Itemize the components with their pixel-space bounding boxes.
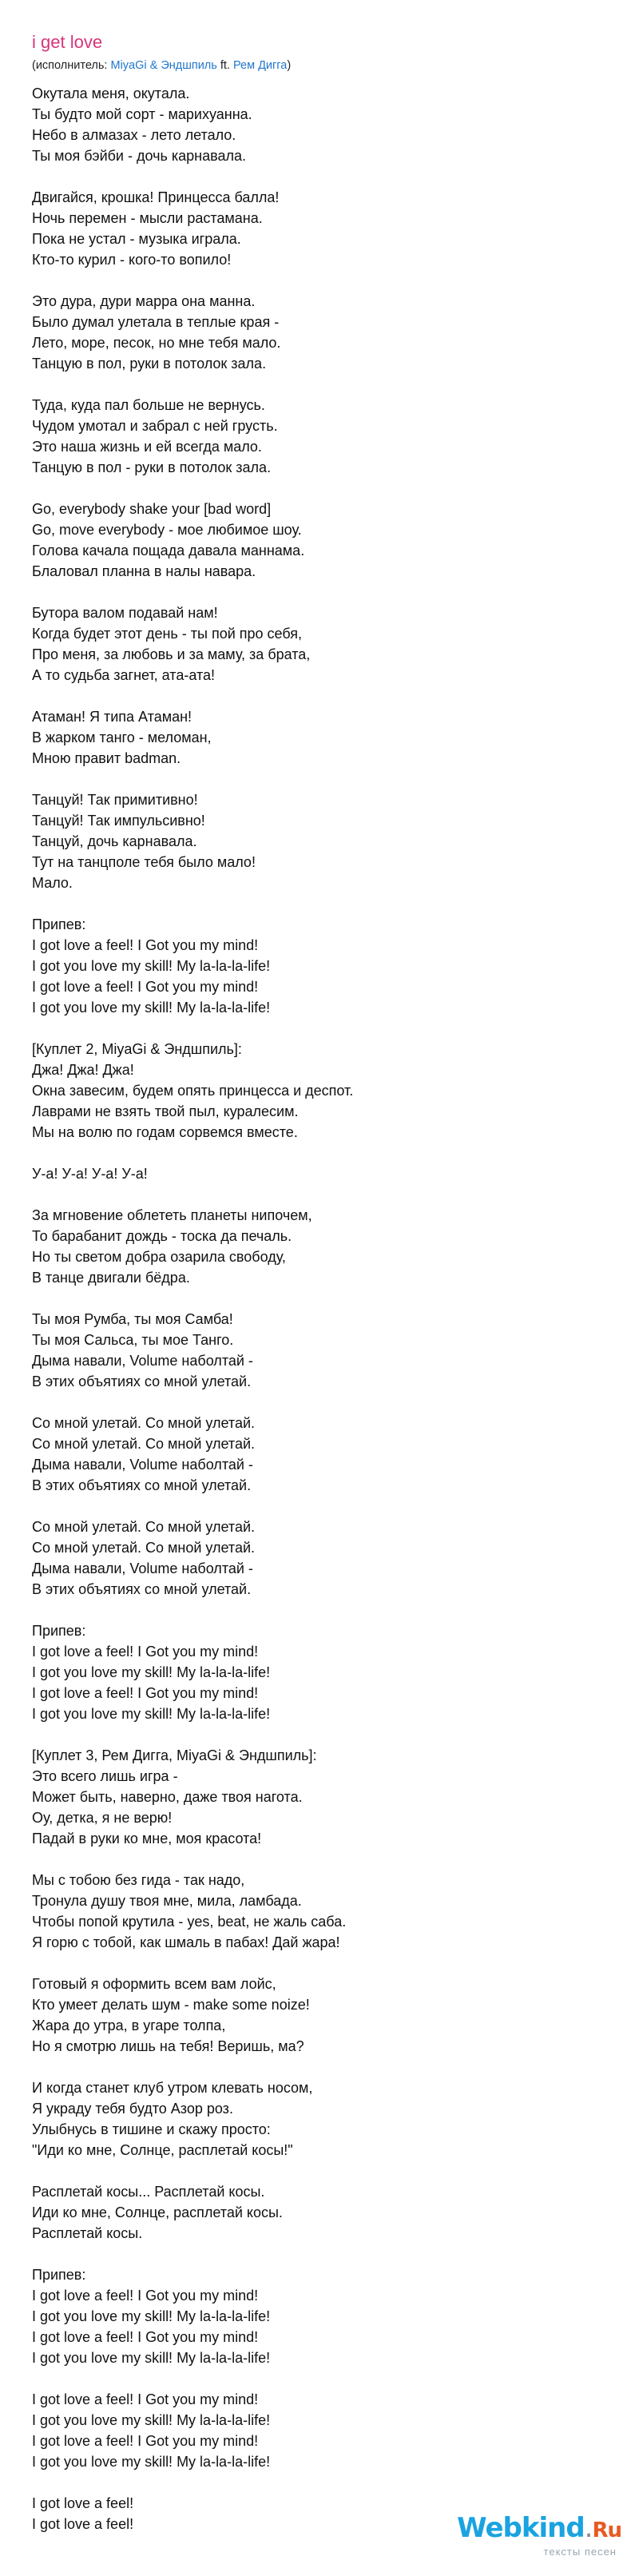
lyric-line: Чудом умотал и забрал с ней грусть. (32, 418, 278, 434)
lyric-line: Go, move everybody - мое любимое шоу. (32, 522, 302, 538)
lyric-line: I got you love my skill! My la-la-la-life! (32, 2350, 271, 2366)
lyric-line: Танцуй! Так примитивно! (32, 792, 198, 808)
lyric-line: I got you love my skill! My la-la-la-life! (32, 2308, 271, 2324)
lyric-line: Go, everybody shake your [bad word] (32, 501, 272, 517)
lyrics-text (32, 83, 607, 2534)
stanza (32, 1870, 607, 1953)
lyric-line: Ты будто мой сорт - марихуанна. (32, 106, 252, 122)
lyric-line: Лаврами не взять твой пыл, куралесим. (32, 1103, 299, 1119)
lyric-line: [Куплет 2, MiyaGi & Эндшпиль]: (32, 1041, 242, 1057)
lyric-line: Расплетай косы... Расплетай косы. (32, 2184, 265, 2200)
lyric-line: Тронула душу твоя мне, мила, ламбада. (32, 1893, 302, 1909)
lyric-line: В танце двигали бёдра. (32, 1270, 190, 1286)
lyric-line: Это всего лишь игра - (32, 1768, 178, 1784)
lyric-line: I got love a feel! I Got you my mind! (32, 2329, 259, 2345)
lyric-line: Расплетай косы. (32, 2225, 143, 2241)
logo-dot: . (584, 2512, 593, 2544)
lyric-line: [Куплет 3, Рем Дигга, MiyaGi & Эндшпиль]: (32, 1747, 317, 1763)
artist-byline (32, 58, 607, 74)
stanza (32, 2181, 607, 2244)
lyric-line: Я горю с тобой, как шмаль в пабах! Дай жара! (32, 1934, 340, 1950)
lyric-line: Иди ко мне, Солнце, расплетай косы. (32, 2204, 283, 2220)
lyric-line: I got love a feel! I Got you my mind! (32, 2433, 259, 2449)
lyric-line: Когда будет этот день - ты пой про себя, (32, 626, 303, 642)
lyric-line: В жарком танго - меломан, (32, 729, 212, 745)
lyric-line: I got love a feel! (32, 2495, 134, 2511)
stanza (32, 1039, 607, 1143)
lyric-line: Ночь перемен - мысли растамана. (32, 210, 263, 226)
lyric-line: Было думал улетала в теплые края - (32, 314, 280, 330)
lyric-line: Припев: (32, 2267, 86, 2283)
lyric-line: В этих объятиях со мной улетай. (32, 1373, 252, 1389)
lyric-line: I got love a feel! I Got you my mind! (32, 937, 259, 953)
lyric-line: Но я смотрю лишь на тебя! Веришь, ма? (32, 2038, 304, 2054)
lyric-line: Со мной улетай. Со мной улетай. (32, 1519, 256, 1535)
lyric-line: I got love a feel! I Got you my mind! (32, 1685, 259, 1701)
logo-tld: Ru (592, 2518, 621, 2542)
lyric-line: Лето, море, песок, но мне тебя мало. (32, 335, 281, 351)
lyric-line: Падай в руки ко мне, моя красота! (32, 1831, 262, 1847)
lyric-line: Танцую в пол, руки в потолок зала. (32, 356, 267, 372)
lyric-line: Но ты светом добра озарила свободу, (32, 1249, 286, 1265)
lyric-line: Припев: (32, 1623, 86, 1639)
feat-separator: ft. (216, 59, 233, 72)
lyric-line: Дыма навали, Volume наболтай - (32, 1457, 253, 1473)
stanza (32, 1517, 607, 1600)
lyric-line: Со мной улетай. Со мной улетай. (32, 1415, 256, 1431)
stanza (32, 1309, 607, 1392)
stanza (32, 789, 607, 893)
lyric-line: Улыбнусь в тишине и скажу просто: (32, 2121, 271, 2137)
lyric-line: Пока не устал - музыка играла. (32, 231, 241, 247)
stanza (32, 1974, 607, 2057)
logo-tagline: тексты песен (543, 2546, 617, 2558)
lyric-line: Мною правит badman. (32, 750, 181, 766)
lyric-line: Оу, детка, я не верю! (32, 1810, 173, 1826)
lyric-line: I got you love my skill! My la-la-la-life! (32, 1664, 271, 1680)
lyric-line: Дыма навали, Volume наболтай - (32, 1560, 253, 1576)
lyric-line: Это наша жизнь и ей всегда мало. (32, 439, 262, 455)
lyric-line: Туда, куда пал больше не вернусь. (32, 397, 265, 413)
lyric-line: И когда станет клуб утром клевать носом, (32, 2080, 313, 2096)
lyric-line: I got love a feel! I Got you my mind! (32, 2391, 259, 2407)
lyric-line: Джа! Джа! Джа! (32, 1062, 134, 1078)
stanza (32, 914, 607, 1018)
lyric-line: I got love a feel! (32, 2516, 134, 2532)
lyric-line: Окутала меня, окутала. (32, 85, 190, 101)
lyric-line: I got you love my skill! My la-la-la-life! (32, 1000, 271, 1016)
featured-artist-link[interactable]: Рем Дигга (232, 59, 288, 72)
byline-suffix: ) (287, 59, 292, 72)
lyric-line: Готовый я оформить всем вам лойс, (32, 1976, 276, 1992)
stanza (32, 395, 607, 478)
lyric-line: За мгновение облететь планеты нипочем, (32, 1207, 312, 1223)
stanza (32, 499, 607, 582)
stanza (32, 83, 607, 166)
byline-prefix: (исполнитель: (32, 59, 111, 72)
lyric-line: I got love a feel! I Got you my mind! (32, 979, 259, 995)
lyric-line: А то судьба загнет, ата-ата! (32, 667, 216, 683)
lyric-line: Танцуй! Так импульсивно! (32, 813, 205, 829)
stanza (32, 291, 607, 374)
lyric-line: Кто умеет делать шум - make some noize! (32, 1997, 310, 2013)
stanza (32, 1163, 607, 1184)
stanza (32, 602, 607, 686)
lyric-line: Мы с тобою без гида - так надо, (32, 1872, 245, 1888)
stanza (32, 1745, 607, 1849)
lyric-line: I got you love my skill! My la-la-la-life! (32, 958, 271, 974)
lyric-line: В этих объятиях со мной улетай. (32, 1581, 252, 1597)
stanza (32, 706, 607, 769)
lyric-line: Чтобы попой крутила - yes, beat, не жаль саба. (32, 1914, 347, 1930)
lyric-line: Дыма навали, Volume наболтай - (32, 1353, 253, 1369)
lyrics-page (32, 32, 607, 2555)
lyric-line: Кто-то курил - кого-то вопило! (32, 252, 232, 268)
lyric-line: Ты моя Румба, ты моя Самба! (32, 1311, 233, 1327)
lyric-line: Жара до утра, в угаре толпа, (32, 2017, 226, 2033)
stanza (32, 1413, 607, 1496)
lyric-line: "Иди ко мне, Солнце, расплетай косы!" (32, 2142, 293, 2158)
lyric-line: Мало. (32, 875, 73, 891)
lyric-line: Это дура, дури марра она манна. (32, 293, 256, 309)
lyric-line: Танцую в пол - руки в потолок зала. (32, 459, 272, 475)
lyric-line: Атаман! Я типа Атаман! (32, 709, 192, 725)
lyric-line: I got you love my skill! My la-la-la-life! (32, 2412, 271, 2428)
stanza (32, 2389, 607, 2472)
lyric-line: То барабанит дождь - тоска да печаль. (32, 1228, 292, 1244)
lyric-line: Ты моя Сальса, ты мое Танго. (32, 1332, 234, 1348)
stanza (32, 2264, 607, 2368)
lyric-line: Может быть, наверно, даже твоя нагота. (32, 1789, 303, 1805)
lyric-line: Ты моя бэйби - дочь карнавала. (32, 148, 246, 164)
lyric-line: В этих объятиях со мной улетай. (32, 1477, 252, 1493)
logo-wordmark (457, 2512, 621, 2544)
lyric-line: Тут на танцполе тебя было мало! (32, 854, 256, 870)
lyric-line: Небо в алмазах - лето летало. (32, 127, 236, 143)
lyric-line: Со мной улетай. Со мной улетай. (32, 1436, 256, 1452)
stanza (32, 1620, 607, 1724)
stanza (32, 1205, 607, 1288)
lyric-line: I got you love my skill! My la-la-la-life! (32, 1706, 271, 1722)
lyric-line: Со мной улетай. Со мной улетай. (32, 1540, 256, 1556)
lyric-line: Бутора валом подавай нам! (32, 605, 218, 621)
site-logo[interactable] (446, 2510, 621, 2562)
lyric-line: У-а! У-а! У-а! У-а! (32, 1166, 148, 1182)
lyric-line: Мы на волю по годам сорвемся вместе. (32, 1124, 298, 1140)
logo-brand: Webkind (457, 2512, 585, 2544)
stanza (32, 187, 607, 270)
lyric-line: I got you love my skill! My la-la-la-life! (32, 2454, 271, 2470)
song-title: i get love (32, 32, 103, 52)
lyric-line: Припев: (32, 916, 86, 932)
lyric-line: Блаловал планна в налы навара. (32, 563, 256, 579)
artist-link[interactable]: MiyaGi & Эндшпиль (110, 59, 217, 72)
lyric-line: I got love a feel! I Got you my mind! (32, 2288, 259, 2304)
lyric-line: Окна завесим, будем опять принцесса и деспот. (32, 1083, 354, 1099)
lyric-line: Про меня, за любовь и за маму, за брата, (32, 646, 311, 662)
lyric-line: Голова качала пощада давала маннама. (32, 543, 305, 559)
stanza (32, 2077, 607, 2161)
lyric-line: Танцуй, дочь карнавала. (32, 833, 197, 849)
lyric-line: Двигайся, крошка! Принцесса балла! (32, 189, 280, 205)
lyric-line: I got love a feel! I Got you my mind! (32, 1644, 259, 1660)
lyric-line: Я украду тебя будто Азор роз. (32, 2101, 233, 2117)
